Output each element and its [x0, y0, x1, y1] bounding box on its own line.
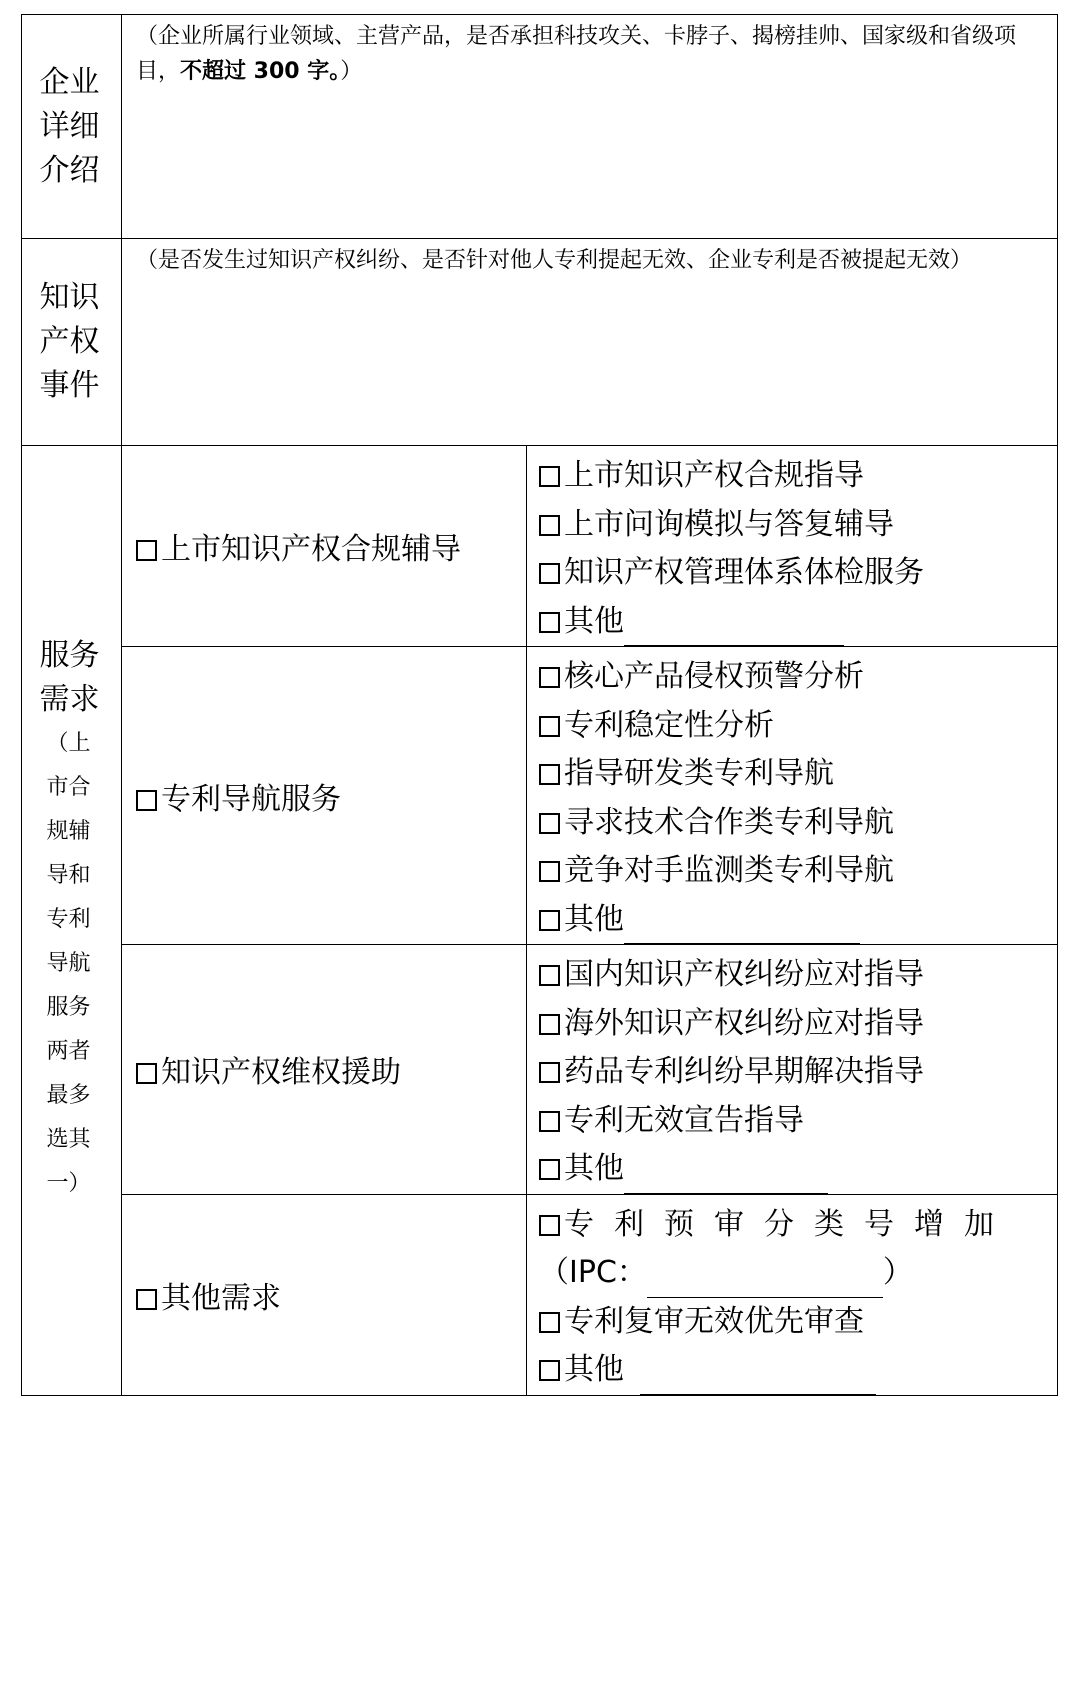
checkbox-icon[interactable] — [539, 515, 560, 536]
checkbox-icon[interactable] — [136, 790, 157, 811]
other-blank-field[interactable] — [624, 611, 844, 646]
services-label: 服务需求 — [39, 638, 100, 718]
option-label: 专利无效宣告指导 — [564, 1102, 804, 1138]
application-form-table — [21, 14, 1058, 1396]
option-item[interactable] — [539, 702, 1049, 751]
category-label: 专利导航服务 — [161, 781, 341, 817]
checkbox-icon[interactable] — [539, 466, 560, 487]
option-label: 专利稳定性分析 — [564, 707, 774, 743]
option-label: 上市问询模拟与答复辅导 — [564, 506, 894, 542]
option-item[interactable] — [539, 1097, 1049, 1146]
option-label: 国内知识产权纠纷应对指导 — [564, 957, 924, 992]
category-label: 知识产权维权援助 — [161, 1055, 401, 1091]
service-group-navigation — [22, 647, 1058, 945]
checkbox-icon[interactable] — [136, 1289, 157, 1310]
option-label: 海外知识产权纠纷应对指导 — [564, 1005, 924, 1041]
option-label: 其他 — [564, 1352, 624, 1387]
intro-hint: （企业所属行业领域、主营产品，是否承担科技攻关、卡脖子、揭榜挂帅、国家级和省级项目， — [136, 24, 1017, 84]
other-blank-field[interactable] — [640, 1360, 876, 1395]
category-patent-navigation[interactable] — [122, 647, 527, 945]
option-label: 寻求技术合作类专利导航 — [564, 804, 894, 840]
option-item[interactable] — [539, 1048, 1049, 1097]
option-label: 专利预审分类号增加 — [564, 1206, 1014, 1242]
intro-input-area[interactable] — [122, 15, 1058, 239]
ip-events-hint: （是否发生过知识产权纠纷、是否针对他人专利提起无效、企业专利是否被提起无效） — [136, 248, 973, 273]
intro-word-limit: 不超过 300 字。 — [180, 59, 341, 84]
option-item-other[interactable] — [539, 1346, 1049, 1395]
option-label: 专利复审无效优先审查 — [564, 1303, 864, 1339]
ipc-suffix: ） — [882, 1255, 913, 1290]
checkbox-icon[interactable] — [539, 861, 560, 882]
checkbox-icon[interactable] — [539, 563, 560, 584]
checkbox-icon[interactable] — [539, 1360, 560, 1381]
category-listing-compliance[interactable] — [122, 446, 527, 647]
ip-events-label-cell — [22, 239, 122, 446]
intro-hint-end: ） — [340, 59, 363, 84]
checkbox-icon[interactable] — [539, 1312, 560, 1333]
ip-events-label: 知识产权事件 — [39, 280, 100, 403]
ipc-prefix: （IPC： — [539, 1255, 647, 1290]
category-label: 其他需求 — [161, 1280, 281, 1316]
checkbox-icon[interactable] — [539, 910, 560, 931]
option-label: 其他 — [564, 1151, 624, 1186]
service-group-listing — [22, 446, 1058, 647]
option-item[interactable] — [539, 452, 1049, 501]
checkbox-icon[interactable] — [539, 1014, 560, 1035]
ipc-blank-field[interactable] — [647, 1263, 883, 1298]
option-item[interactable] — [539, 847, 1049, 896]
category-other-needs[interactable] — [122, 1194, 527, 1395]
options-listing-compliance — [527, 446, 1058, 647]
option-item[interactable] — [539, 1000, 1049, 1049]
checkbox-icon[interactable] — [539, 716, 560, 737]
option-label: 知识产权管理体系体检服务 — [564, 555, 924, 590]
intro-label: 企业详细介绍 — [39, 64, 100, 188]
checkbox-icon[interactable] — [539, 764, 560, 785]
service-group-rights-assistance — [22, 945, 1058, 1195]
option-item[interactable] — [539, 501, 1049, 550]
services-note: （上市合规辅导和专利导航服务两者最多选其一） — [46, 731, 91, 1197]
option-label: 竞争对手监测类专利导航 — [564, 853, 894, 888]
ip-events-row — [22, 239, 1058, 446]
option-item-other[interactable] — [539, 1145, 1049, 1194]
option-item[interactable] — [539, 799, 1049, 848]
options-rights-assistance — [527, 945, 1058, 1195]
option-label: 其他 — [564, 901, 624, 937]
options-other-needs — [527, 1194, 1058, 1395]
checkbox-icon[interactable] — [539, 965, 560, 986]
services-label-cell — [22, 446, 122, 1396]
checkbox-icon[interactable] — [539, 1159, 560, 1180]
other-blank-field[interactable] — [624, 909, 860, 944]
ipc-line — [539, 1249, 1049, 1298]
ip-events-input-area[interactable] — [122, 239, 1058, 446]
checkbox-icon[interactable] — [539, 1215, 560, 1236]
option-label: 核心产品侵权预警分析 — [564, 659, 864, 694]
checkbox-icon[interactable] — [539, 1062, 560, 1083]
option-label: 指导研发类专利导航 — [564, 756, 834, 791]
option-item[interactable] — [539, 653, 1049, 702]
option-label: 其他 — [564, 603, 624, 639]
option-item[interactable] — [539, 951, 1049, 1000]
service-group-other — [22, 1194, 1058, 1395]
checkbox-icon[interactable] — [539, 667, 560, 688]
intro-label-cell — [22, 15, 122, 239]
checkbox-icon[interactable] — [136, 1063, 157, 1084]
options-patent-navigation — [527, 647, 1058, 945]
checkbox-icon[interactable] — [539, 1111, 560, 1132]
option-item-other[interactable] — [539, 598, 1049, 647]
option-label: 药品专利纠纷早期解决指导 — [564, 1054, 924, 1089]
checkbox-icon[interactable] — [539, 612, 560, 633]
intro-row — [22, 15, 1058, 239]
option-item-ipc[interactable] — [539, 1201, 1049, 1250]
checkbox-icon[interactable] — [539, 813, 560, 834]
category-label: 上市知识产权合规辅导 — [161, 532, 461, 567]
option-item[interactable] — [539, 549, 1049, 598]
category-rights-assistance[interactable] — [122, 945, 527, 1195]
option-label: 上市知识产权合规指导 — [564, 458, 864, 493]
option-item-other[interactable] — [539, 896, 1049, 945]
option-item[interactable] — [539, 1298, 1049, 1347]
option-item[interactable] — [539, 750, 1049, 799]
checkbox-icon[interactable] — [136, 540, 157, 561]
other-blank-field[interactable] — [624, 1159, 828, 1194]
